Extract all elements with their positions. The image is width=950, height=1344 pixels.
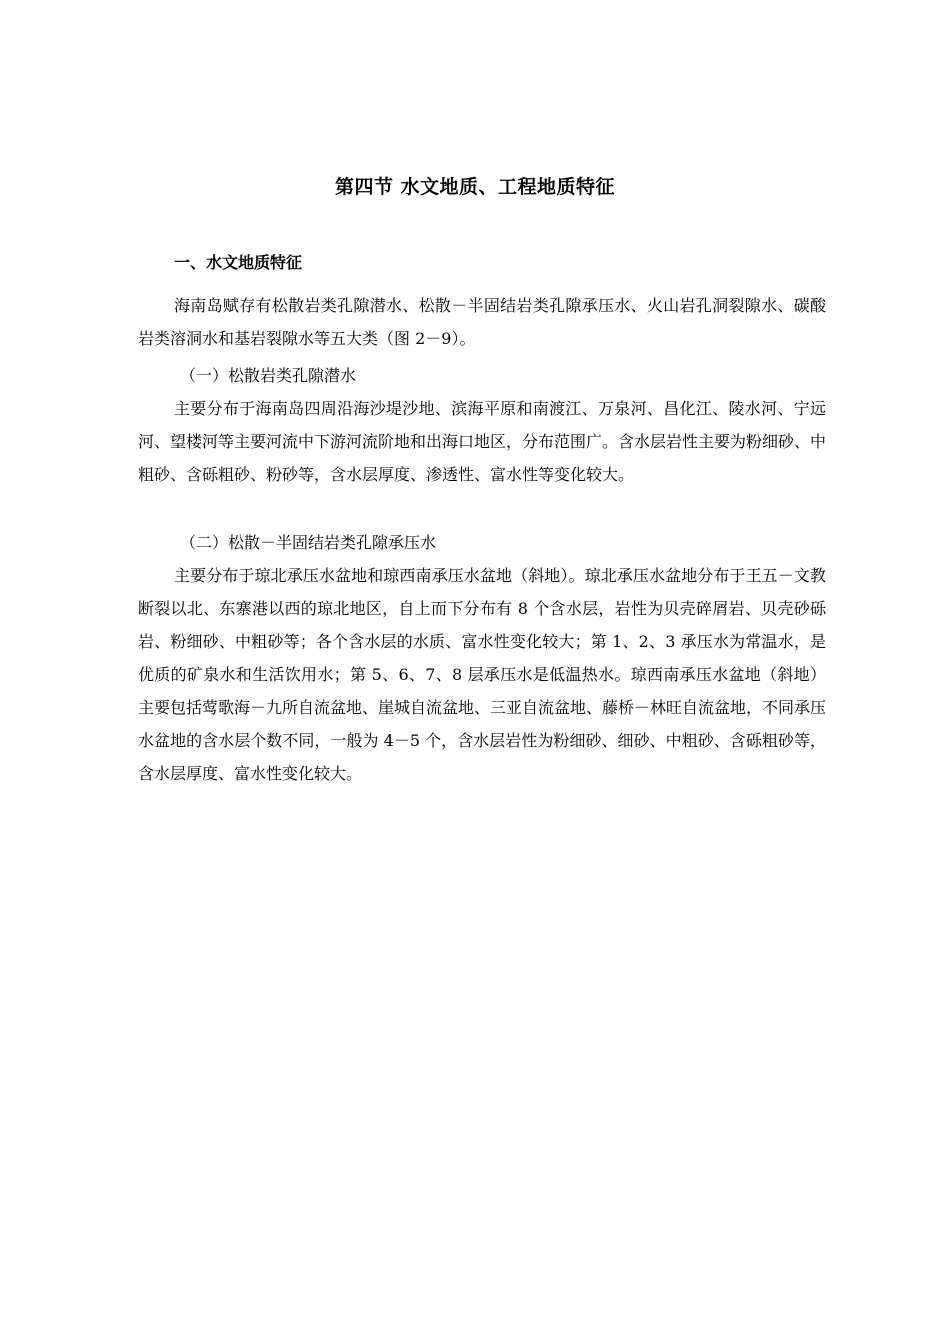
intro-paragraph: 海南岛赋存有松散岩类孔隙潜水、松散－半固结岩类孔隙承压水、火山岩孔洞裂隙水、碳酸岩类溶洞水和基岩裂隙水等五大类（图 2－9）。 bbox=[138, 296, 826, 348]
subsection-1-heading: （一）松散岩类孔隙潜水 bbox=[180, 366, 357, 385]
section-heading: 一、水文地质特征 bbox=[174, 253, 303, 272]
subsection-2-heading: （二）松散－半固结岩类孔隙承压水 bbox=[180, 533, 437, 552]
subsection-2-paragraph: 主要分布于琼北承压水盆地和琼西南承压水盆地（斜地）。琼北承压水盆地分布于王五－文教断裂以北、东寨港以西的琼北地区，自上而下分布有 8 个含水层，岩性为贝壳碎屑岩、贝壳砂砾岩、粉细砂、中粗砂等；各个含水层的水质、富水性变化较大；第 1、2、3 承压水为常温水，是优质的矿泉水和生活饮用水；第 5、6、7、8 层承压水是低温热水。琼西南承压水盆地（斜地）主要包括莺歌海－九所自流盆地、崖城自流盆地、三亚自流盆地、藤桥－林旺自流盆地，不同承压水盆地的含水层个数不同，一般为 4－5 个，含水层岩性为粉细砂、细砂、中粗砂、含砾粗砂等，含水层厚度、富水性变化较大。 bbox=[138, 566, 827, 783]
subsection-1-paragraph: 主要分布于海南岛四周沿海沙堤沙地、滨海平原和南渡江、万泉河、昌化江、陵水河、宁远河、望楼河等主要河流中下游河流阶地和出海口地区，分布范围广。含水层岩性主要为粉细砂、中粗砂、含砾粗砂、粉砂等，含水层厚度、渗透性、富水性等变化较大。 bbox=[138, 399, 827, 484]
page-title: 第四节 水文地质、工程地质特征 bbox=[334, 176, 616, 198]
